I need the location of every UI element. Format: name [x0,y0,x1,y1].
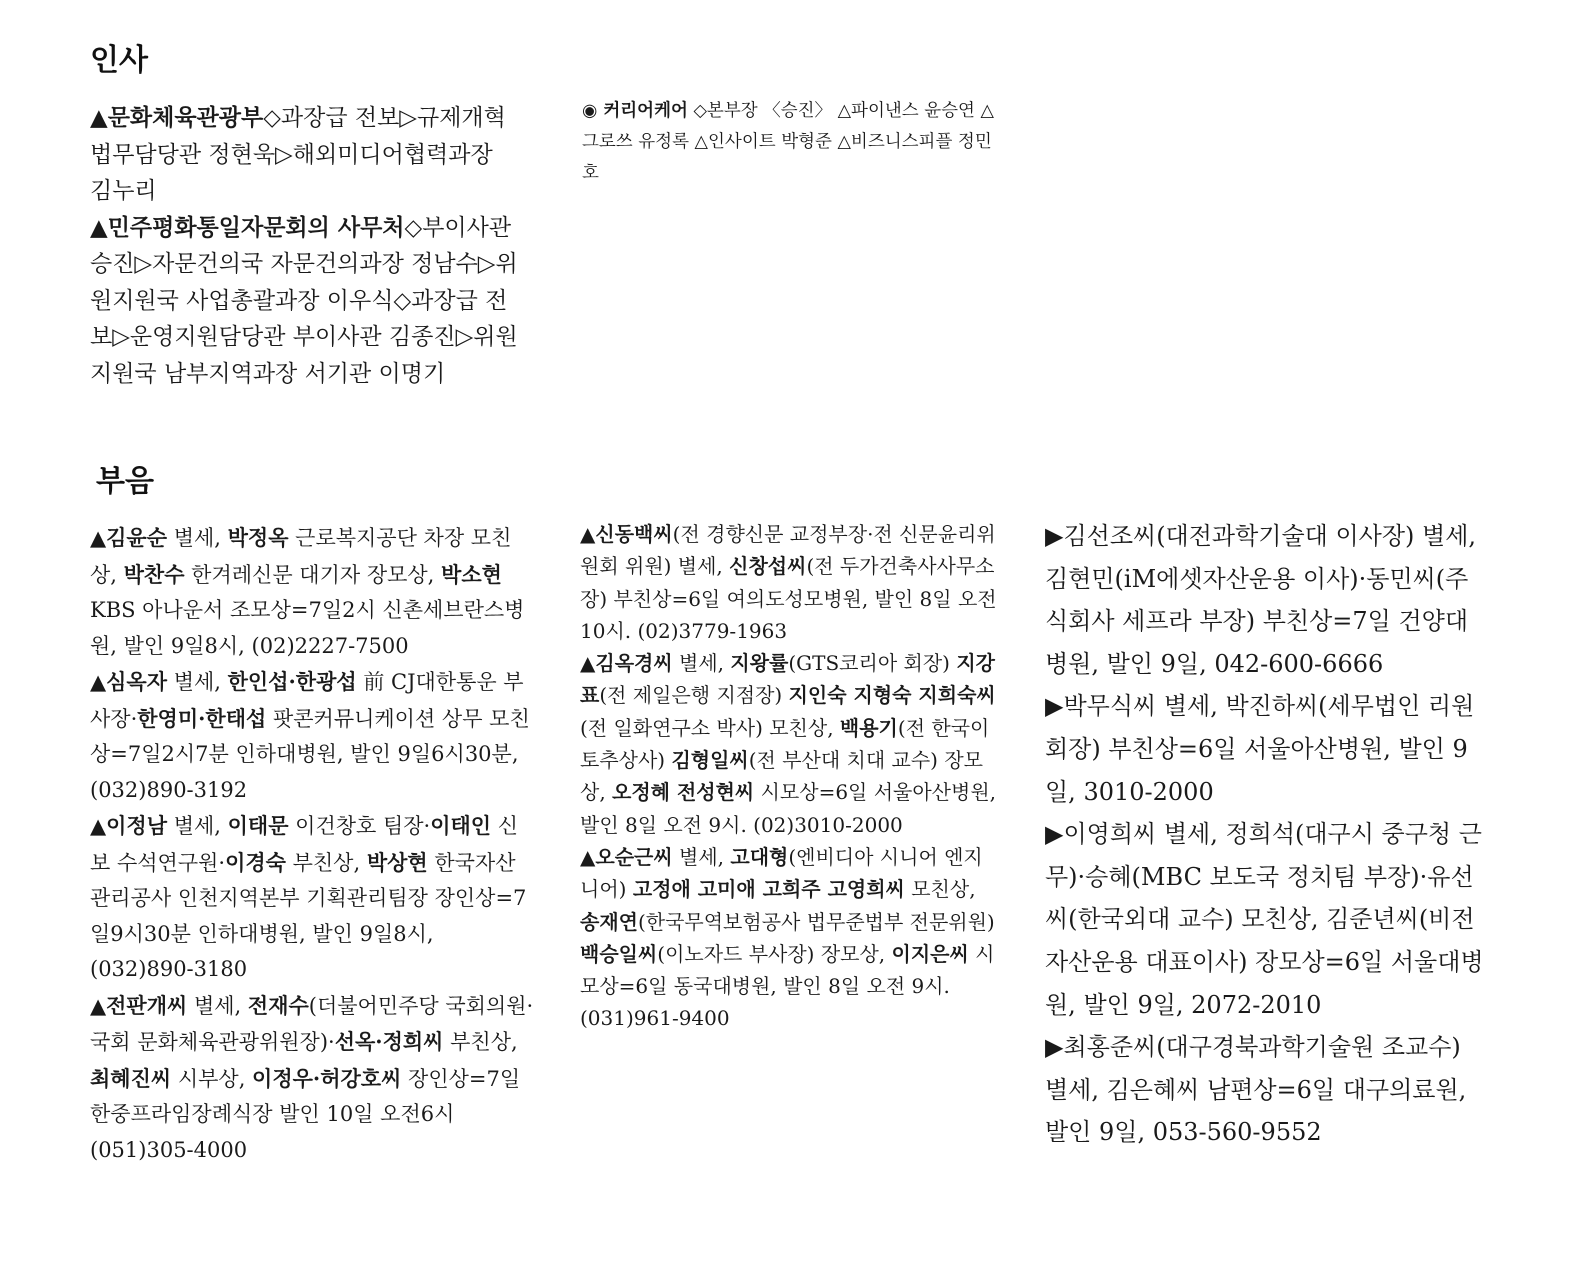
entry-text: ▶이영희씨 별세, 정희석(대구시 중구청 근무)·승혜(MBC 보도국 정치팀 부장)·유선씨(한국외대 교수) 모친상, 김준년씨(비전자산운용 대표이사) 장모상=6일 서울대병원, 발인 9일, 2072-2010 [1045,820,1484,1019]
person-name: 전재수 [247,992,309,1018]
personnel-section-title: 인사 [90,43,148,78]
personnel-org: ▲문화체육관광부 [90,104,264,131]
entry-text: (한국무역보험공사 법무준법부 전문위원) [637,909,995,934]
entry-text: (전 제일은행 지점장) [599,683,789,708]
entry-text: (이노자드 부사장) 장모상, [657,941,892,966]
person-name: ▲신동백씨 [580,522,673,546]
entry-text: (전 부산대 치대 교수) 장모상, [580,748,983,805]
personnel-entry [90,210,520,393]
entry-text: KBS 아나운서 조모상=7일2시 신촌세브란스병원, 발인 9일8시, (02)2227-7500 [90,598,525,658]
person-name: 이태인 [430,813,492,838]
person-name: 박소현 [441,561,502,587]
entry-text: (GTS코리아 회장) [788,651,957,676]
person-name: 최혜진씨 [90,1065,172,1091]
obituary-entry [1045,1026,1485,1154]
bullet-marker-icon: ◉ [582,101,604,121]
entry-text: 시부상, [171,1066,253,1091]
personnel-column [90,100,520,392]
person-name: 고정애 고미애 고희주 고영희씨 [632,877,905,902]
entry-text: 한국자산관리공사 인천지역본부 기획관리팀장 장인상=7일9시30분 인하대병원, 발인 9일8시, (032)890-3180 [90,850,527,981]
person-name: ▲심옥자 [90,669,168,694]
obituary-column-3 [1045,515,1485,1154]
entry-text: (전 한국이토추상사) [580,715,990,773]
person-name: ▲김윤순 [90,525,168,550]
personnel-org: ▲민주평화통일자문회의 사무처 [90,213,405,241]
personnel-entry [90,100,520,210]
personnel-text: ◇과장급 전보▷규제개혁법무담당관 정현욱▷해외미디어협력과장 김누리 [90,105,506,204]
entry-text: 시모상=6일 동국대병원, 발인 8일 오전 9시. (031)961-9400 [580,941,995,1031]
person-name: 박상현 [366,849,428,875]
obituary-section-title: 부음 [96,464,154,499]
entry-text: 별세, [672,651,731,676]
entry-text: 신보 수석연구원· [90,814,519,875]
company-personnel-text: ◇본부장 〈승진〉 △파이낸스 윤승연 △그로쓰 유정록 △인사이트 박형준 △비즈니스피플 정민호 [582,101,994,183]
entry-text: ▶최홍준씨(대구경북과학기술원 조교수) 별세, 김은혜씨 남편상=6일 대구의료원, 발인 9일, 053-560-9552 [1045,1033,1467,1147]
entry-text: 한겨레신문 대기자 장모상, [184,562,442,587]
person-name: 이경숙 [225,849,286,875]
person-name: 백용기 [839,715,898,740]
person-name: 김형일씨 [671,748,749,773]
person-name: 이지은씨 [891,941,969,966]
entry-text: (더불어민주당 국회의원·국회 문화체육관광위원장)· [90,993,534,1054]
person-name: 박찬수 [123,561,185,587]
entry-text: (전 두가건축사사무소장) 부친상=6일 여의도성모병원, 발인 8일 오전 10시. (02)3779-1963 [580,554,997,643]
person-name: 신창섭씨 [729,554,807,579]
obituary-column-2 [580,518,1000,1035]
entry-text: 별세, [167,526,228,550]
obituary-entry [90,988,535,1169]
person-name: ▲오순근씨 [580,844,673,869]
obituary-column-1 [90,520,535,1168]
entry-text: 별세, [672,844,731,869]
company-personnel-column [582,96,997,189]
entry-text: 별세, [167,814,228,838]
entry-text: 별세, [187,993,248,1018]
person-name: 한인섭·한광섭 [227,669,357,694]
person-name: 지인숙 지형숙 지희숙씨 [788,683,996,708]
obituary-entry [90,664,535,808]
obituary-entry [90,520,535,664]
entry-text: 부친상, [443,1030,518,1054]
entry-text: 부친상, [285,850,367,875]
obituary-entry [1045,685,1485,813]
person-name: 지왕률 [730,651,789,676]
entry-text: 장인상=7일 한중프라임장례식장 발인 10일 오전6시 (051)305-4000 [90,1066,521,1162]
person-name: 백승일씨 [580,941,658,966]
person-name: ▲김옥경씨 [580,651,673,676]
person-name: 송재연 [580,909,638,934]
obituary-entry [580,841,1000,1035]
entry-text: 모친상, [904,877,976,902]
entry-text: 별세, [167,670,228,694]
person-name: 오정혜 전성현씨 [612,780,755,805]
person-name: 이정우·허강호씨 [252,1065,402,1091]
person-name: 선옥·정희씨 [334,1029,444,1054]
entry-text: ▶김선조씨(대전과학기술대 이사장) 별세, 김현민(iM에셋자산운용 이사)·동민씨(주식회사 세프라 부장) 부친상=7일 건양대병원, 발인 9일, 042-600-6666 [1045,522,1477,678]
obituary-entry [1045,813,1485,1026]
person-name: 고대형 [730,844,789,869]
company-personnel-entry [582,96,997,189]
entry-text: (엔비디아 시니어 엔지니어) [580,844,983,902]
entry-text: 前 CJ대한통운 부사장· [90,670,524,731]
personnel-text: ◇부이사관 승진▷자문건의국 자문건의과장 정남수▷위원지원국 사업총괄과장 이우식◇과장급 전보▷운영지원담당관 부이사관 김종진▷위원지원국 남부지역과장 서기관 이명기 [90,214,518,387]
entry-text: ▶박무식씨 별세, 박진하씨(세무법인 리원 회장) 부친상=6일 서울아산병원, 발인 9일, 3010-2000 [1045,692,1475,806]
company-name: 커리어케어 [603,101,688,121]
person-name: ▲이정남 [90,813,168,838]
obituary-entry [580,518,1000,647]
obituary-entry [90,808,535,988]
entry-text: 팟콘커뮤니케이션 상무 모친상=7일2시7분 인하대병원, 발인 9일6시30분, (032)890-3192 [90,706,530,802]
entry-text: 이건창호 팀장· [288,814,431,838]
person-name: 지강표 [580,651,995,708]
obituary-entry [580,647,1000,841]
person-name: 이태문 [227,813,289,838]
obituary-entry [1045,515,1485,685]
person-name: 한영미·한태섭 [137,705,267,731]
entry-text: (전 일화연구소 박사) 모친상, [580,715,840,740]
entry-text: 시모상=6일 서울아산병원, 발인 8일 오전 9시. (02)3010-2000 [580,780,997,837]
entry-text: (전 경향신문 교정부장·전 신문윤리위원회 위원) 별세, [580,522,996,579]
entry-text: 근로복지공단 차장 모친상, [90,526,512,587]
person-name: 박정옥 [227,525,289,550]
person-name: ▲전판개씨 [90,992,188,1018]
